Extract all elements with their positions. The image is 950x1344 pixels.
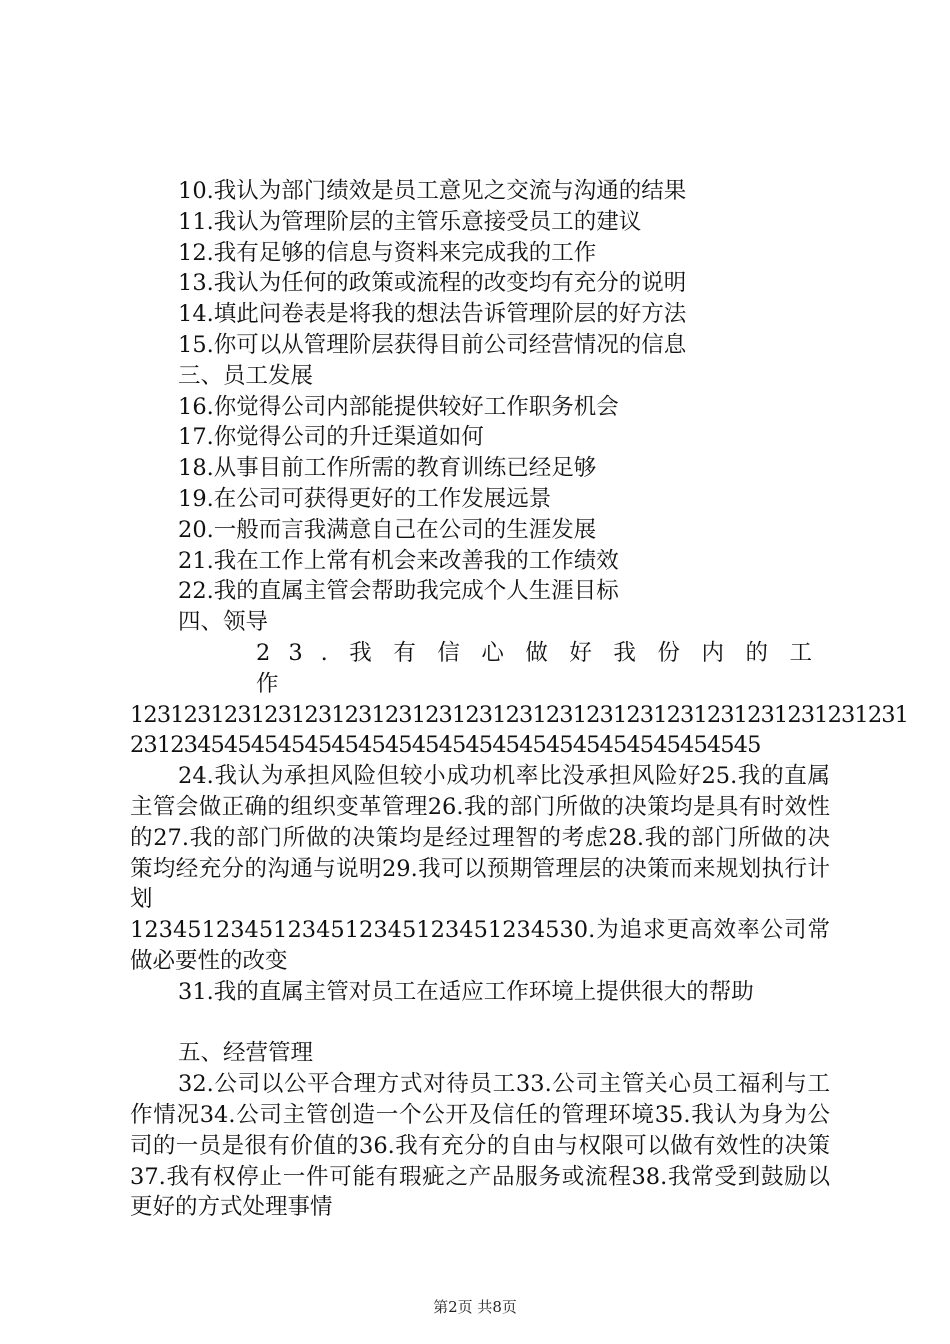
list-item: 20.一般而言我满意自己在公司的生涯发展	[178, 516, 597, 543]
section-heading: 五、经营管理	[178, 1040, 314, 1067]
digits-line: 1231231231231231231231231231231231231231231231231231231231	[130, 701, 909, 728]
list-item: 19.在公司可获得更好的工作发展远景	[178, 485, 552, 512]
digits-line: 23123454545454545454545454545454545454545454545	[130, 732, 761, 759]
list-item: 16.你觉得公司内部能提供较好工作职务机会	[178, 393, 619, 420]
paragraph-32-38: 32.公司以公平合理方式对待员工33.公司主管关心员工福利与工作情况34.公司主管创造一个公开及信任的管理环境35.我认为身为公司的一员是很有价值的36.我有充分的自由与权限可以做有效性的决策37.我有权停止一件可能有瑕疵之产品服务或流程38.我常受到鼓励以更好的方式处理事情	[130, 1071, 830, 1221]
list-item: 22.我的直属主管会帮助我完成个人生涯目标	[178, 578, 619, 605]
list-item: 17.你觉得公司的升迁渠道如何	[178, 424, 484, 451]
list-item: 12.我有足够的信息与资料来完成我的工作	[178, 239, 597, 266]
document-body	[130, 176, 909, 1223]
list-item: 10.我认为部门绩效是员工意见之交流与沟通的结果	[178, 178, 687, 204]
paragraph-23: 23.我有信心做好我份内的工作	[256, 639, 830, 697]
section-heading: 三、员工发展	[178, 362, 314, 389]
paragraph-31: 31.我的直属主管对员工在适应工作环境上提供很大的帮助	[178, 978, 754, 1005]
page-footer: 第2页 共8页	[433, 1298, 517, 1316]
paragraph-24-29: 24.我认为承担风险但较小成功机率比没承担风险好25.我的直属主管会做正确的组织变革管理26.我的部门所做的决策均是具有时效性的27.我的部门所做的决策均是经过理智的考虑28.我的部门所做的决策均经充分的沟通与说明29.我可以预期管理层的决策而来规划执行计划	[130, 763, 830, 913]
list-item: 11.我认为管理阶层的主管乐意接受员工的建议	[178, 208, 642, 235]
list-item: 13.我认为任何的政策或流程的改变均有充分的说明	[178, 270, 687, 297]
paragraph-30: 12345123451234512345123451234530.为追求更高效率公司常做必要性的改变	[130, 917, 830, 974]
section-heading: 四、领导	[178, 609, 269, 636]
list-item: 14.填此问卷表是将我的想法告诉管理阶层的好方法	[178, 301, 687, 328]
list-item: 18.从事目前工作所需的教育训练已经足够	[178, 455, 597, 482]
spacer	[130, 1008, 830, 1039]
list-item: 21.我在工作上常有机会来改善我的工作绩效	[178, 547, 619, 574]
list-item: 15.你可以从管理阶层获得目前公司经营情况的信息	[178, 331, 687, 358]
